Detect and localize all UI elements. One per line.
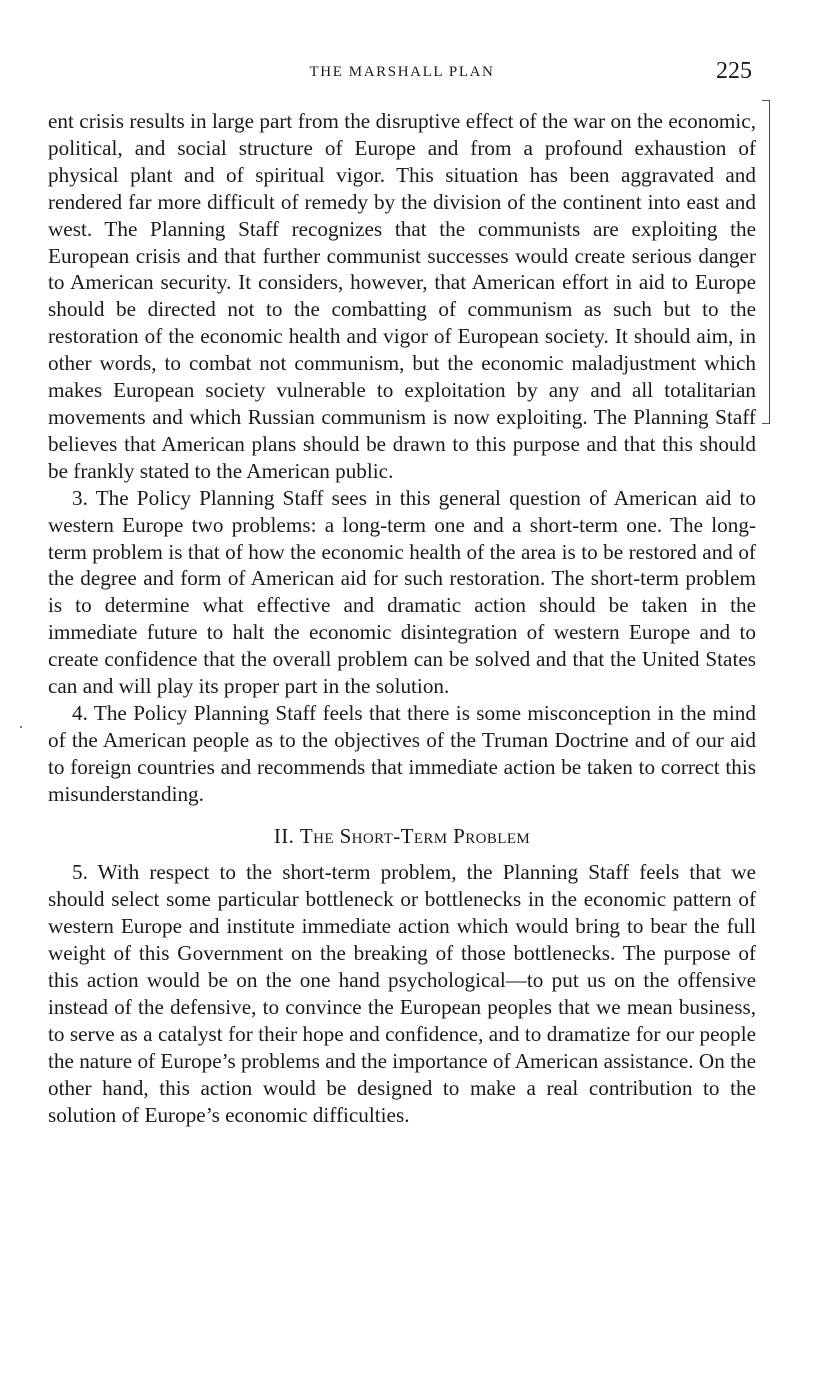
body-text [48, 108, 756, 1129]
section-title: The Short-Term Problem [299, 823, 531, 848]
paragraph-continued: ent crisis results in large part from the disruptive effect of the war on the economic, political, and social structure of Europe and from a profound exhaustion of physical plant and of spiritual vigor. This situation has been aggravated and rendered far more difficult of remedy by the division of the continent into east and west. The Planning Staff recognizes that the communists are exploiting the European crisis and that further communist successes would create serious danger to American security. It considers, however, that American effort in aid to Europe should be directed not to the combatting of communism as such but to the restoration of the economic health and vigor of European society. It should aim, in other words, to combat not communism, but the economic maladjustment which makes European society vulnerable to exploitation by any and all totalitarian movements and which Russian communism is now exploiting. The Planning Staff believes that American plans should be drawn to this purpose and that this should be frankly stated to the American public. [48, 109, 756, 483]
page-header [48, 58, 756, 92]
page-speck [20, 726, 22, 728]
paragraph-4: 4. The Policy Planning Staff feels that there is some misconception in the mind of the American people as to the objectives of the Truman Doctrine and of our aid to foreign countries and recommends that immediate action be taken to correct this misunderstanding. [48, 700, 756, 806]
paragraph-3: 3. The Policy Planning Staff sees in this general question of American aid to western Europe two problems: a long-term one and a short-term one. The long-term problem is that of how the economic health of the area is to be restored and of the degree and form of American aid for such restoration. The short-term problem is to determine what effective and dramatic action should be taken in the immediate future to halt the economic disintegration of western Europe and to create confidence that the overall problem can be solved and that the United States can and will play its proper part in the solution. [48, 485, 756, 699]
section-numeral: II. [273, 823, 295, 848]
paragraph-5: 5. With respect to the short-term problem, the Planning Staff feels that we should select some particular bottleneck or bottlenecks in the economic pattern of western Europe and institute immediate action which would bring to bear the full weight of this Government on the breaking of those bottlenecks. The purpose of this action would be on the one hand psychological—to put us on the offensive instead of the defensive, to convince the European peoples that we mean business, to serve as a catalyst for their hope and confidence, and to dramatize for our people the nature of Europe’s problems and the importance of American assistance. On the other hand, this action would be designed to make a real contribution to the solution of Europe’s economic difficulties. [48, 860, 756, 1127]
running-title: THE MARSHALL PLAN [309, 64, 495, 80]
section-heading [48, 823, 756, 850]
margin-bracket-mark [762, 100, 770, 424]
page-number: 225 [716, 58, 752, 84]
